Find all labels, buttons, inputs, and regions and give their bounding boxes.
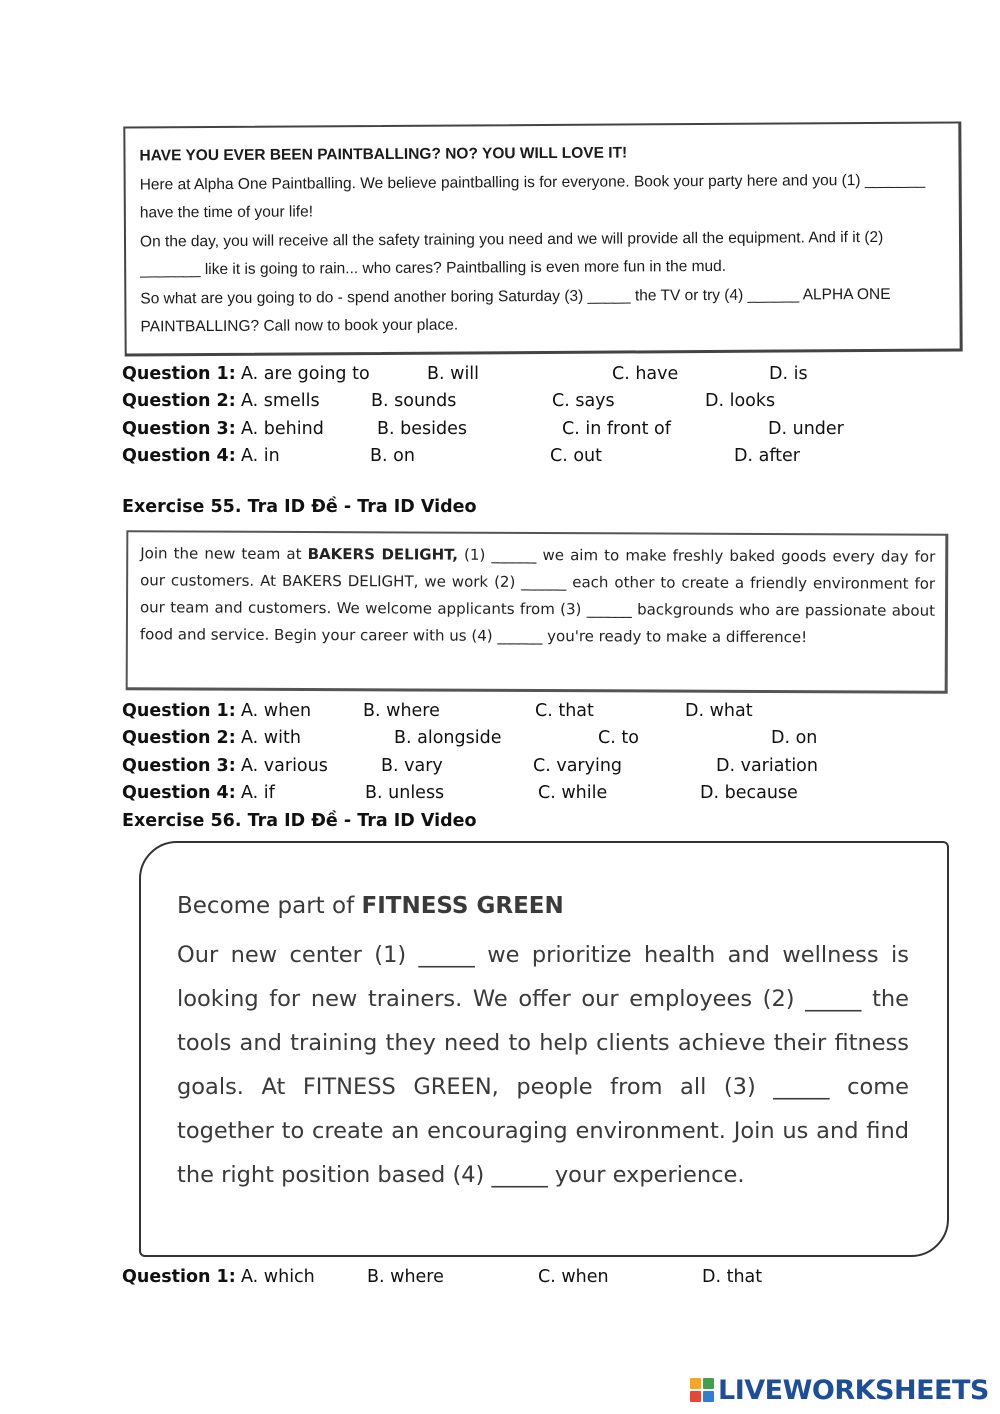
logo-square: [690, 1391, 701, 1402]
logo-text: LIVEWORKSHEETS: [718, 1374, 989, 1406]
passage-intro: Join the new team at: [140, 544, 308, 563]
option-a[interactable]: A. with: [241, 728, 301, 748]
question-row: [122, 1264, 763, 1291]
option-d[interactable]: D. that: [702, 1267, 763, 1287]
brand-name: FITNESS GREEN: [361, 893, 564, 919]
option-b[interactable]: B. where: [367, 1267, 444, 1287]
question-row: [122, 388, 776, 415]
passage-paragraph: [140, 540, 935, 651]
option-c[interactable]: C. to: [598, 728, 639, 748]
option-d[interactable]: D. variation: [716, 756, 818, 776]
passage-paragraph: Here at Alpha One Paintballing. We believe paintballing is for everyone. Book your party here and you (1) _______ have the time of your life!: [139, 171, 926, 222]
option-b[interactable]: B. alongside: [394, 728, 502, 748]
passage-paragraph: So what are you going to do - spend another boring Saturday (3) _____ the TV or try (4) ______ ALPHA ONE PAINTBALLING? Call now to book your place.: [140, 285, 891, 336]
question-row: [122, 416, 844, 443]
option-b[interactable]: B. where: [363, 701, 440, 721]
passage-text: (1) ______ we aim to make freshly baked goods every day for our customers. At BAKERS DELIGHT, we work (2) ______ each other to create a friendly environment for our team and customers. We welcome applicants from (3) ______ backgrounds who are passionate about food and service. Begin your career with us (4) ______ you're ready to make a difference!: [139, 545, 936, 647]
passage-paragraph: Our new center (1) _____ we prioritize health and wellness is looking for new trainers. We offer our employees (2) _____ the tools and training they need to help clients achieve their fitness goals. At FITNESS GREEN, people from all (3) _____ come together to create an encouraging environment. Join us and find the right position based (4) _____ your experience.: [177, 942, 909, 1188]
option-b[interactable]: B. on: [370, 446, 415, 466]
question-label: Question 4:: [122, 446, 236, 466]
option-a[interactable]: A. are going to: [241, 364, 370, 384]
passage-box-bakers-delight: [126, 530, 949, 694]
question-label: Question 3:: [122, 419, 236, 439]
option-d[interactable]: D. after: [734, 446, 801, 466]
question-row: [122, 443, 801, 470]
option-d[interactable]: D. under: [768, 419, 844, 439]
option-c[interactable]: C. in front of: [562, 419, 671, 439]
option-b[interactable]: B. sounds: [371, 391, 457, 411]
option-d[interactable]: D. looks: [705, 391, 776, 411]
question-label: Question 2:: [122, 391, 236, 411]
option-d[interactable]: D. is: [769, 364, 808, 384]
passage-paragraph: On the day, you will receive all the safety training you need and we will provide all the equipment. And if it (2) _______ like it is going to rain... who cares? Paintballing is even more fun in the mud.: [139, 228, 884, 279]
option-c[interactable]: C. have: [612, 364, 679, 384]
option-c[interactable]: C. while: [538, 783, 608, 803]
logo-square: [703, 1391, 714, 1402]
option-c[interactable]: C. varying: [533, 756, 623, 776]
option-a[interactable]: A. smells: [241, 391, 320, 411]
option-b[interactable]: B. unless: [365, 783, 445, 803]
logo-square: [703, 1378, 714, 1389]
question-label: Question 1:: [122, 701, 236, 721]
option-d[interactable]: D. what: [685, 701, 753, 721]
option-c[interactable]: C. says: [552, 391, 615, 411]
option-a[interactable]: A. in: [241, 446, 280, 466]
logo-square: [690, 1378, 701, 1389]
question-row: [122, 780, 798, 807]
question-row: [122, 698, 753, 725]
question-row: [122, 361, 808, 388]
exercise-title: Exercise 56. Tra ID Đề - Tra ID Video: [122, 811, 477, 831]
question-label: Question 2:: [122, 728, 236, 748]
option-a[interactable]: A. behind: [241, 419, 324, 439]
exercise-title: Exercise 55. Tra ID Đề - Tra ID Video: [122, 497, 477, 517]
option-a[interactable]: A. when: [241, 701, 312, 721]
passage-box-paintballing: [123, 121, 962, 356]
option-b[interactable]: B. besides: [377, 419, 467, 439]
option-b[interactable]: B. will: [427, 364, 480, 384]
liveworksheets-logo-icon: [690, 1378, 714, 1402]
passage-title-prefix: Become part of: [177, 893, 362, 919]
option-c[interactable]: C. that: [535, 701, 594, 721]
option-a[interactable]: A. which: [241, 1267, 315, 1287]
brand-name: BAKERS DELIGHT,: [307, 544, 459, 564]
question-label: Question 4:: [122, 783, 236, 803]
liveworksheets-logo[interactable]: [690, 1372, 989, 1408]
passage-box-fitness-green: [139, 841, 949, 1257]
passage-heading: HAVE YOU EVER BEEN PAINTBALLING? NO? YOU WILL LOVE IT!: [139, 144, 628, 165]
option-d[interactable]: D. because: [700, 783, 798, 803]
option-a[interactable]: A. if: [241, 783, 275, 803]
question-label: Question 3:: [122, 756, 236, 776]
option-c[interactable]: C. when: [538, 1267, 609, 1287]
question-label: Question 1:: [122, 364, 236, 384]
passage-heading: [177, 893, 909, 919]
option-c[interactable]: C. out: [550, 446, 603, 466]
question-row: [122, 753, 818, 780]
option-d[interactable]: D. on: [771, 728, 818, 748]
question-row: [122, 725, 818, 752]
option-a[interactable]: A. various: [241, 756, 328, 776]
option-b[interactable]: B. vary: [381, 756, 443, 776]
question-label: Question 1:: [122, 1267, 236, 1287]
